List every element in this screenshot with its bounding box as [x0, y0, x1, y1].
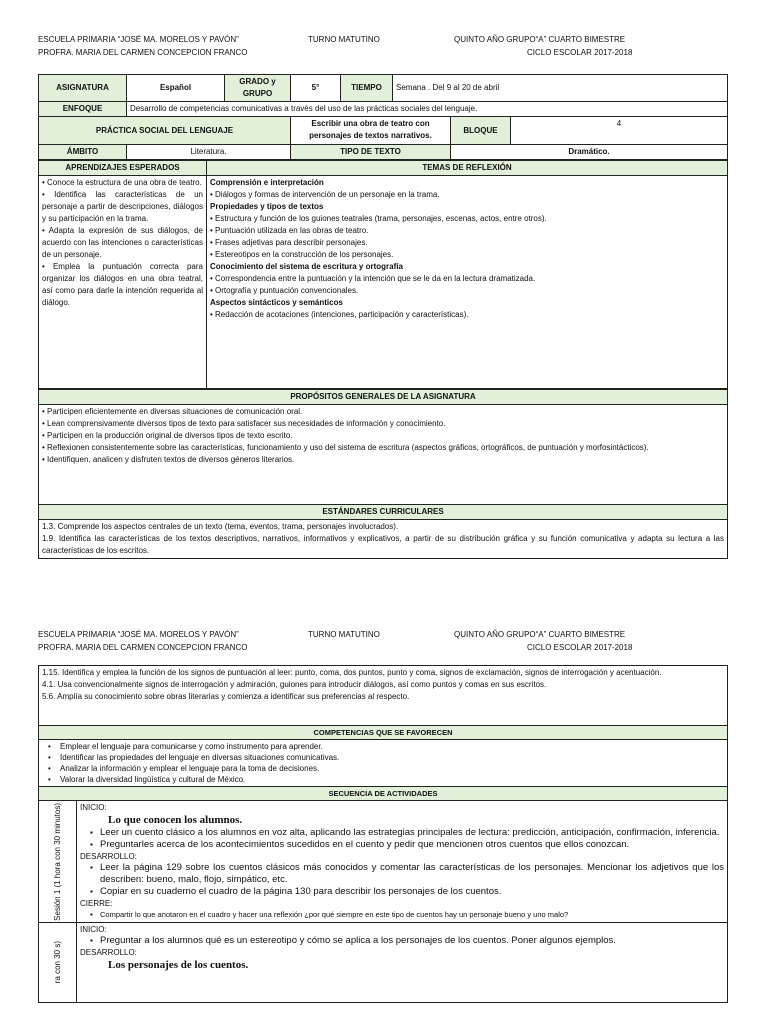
session-1-label-cell	[39, 801, 77, 923]
propositos-label: PROPÓSITOS GENERALES DE LA ASIGNATURA	[39, 390, 728, 405]
tema-item: • Diálogos y formas de intervención de un personaje en la trama.	[210, 190, 440, 199]
activity-item: ▪ Copiar en su cuaderno el cuadro de la página 130 para describir los personajes de los cuentos.	[80, 886, 724, 898]
tema-heading: Propiedades y tipos de textos	[210, 202, 324, 211]
session-1-label: Sesión 1 (1 hora con 30 minutos)	[52, 802, 62, 921]
estandar-item: 1.3. Comprende los aspectos centrales de un texto (tema, eventos, trama, personajes involucrados).	[42, 522, 399, 531]
tema-item: • Puntuación utilizada en las obras de teatro.	[210, 226, 369, 235]
page-header	[38, 34, 728, 60]
asignatura-value: Español	[127, 75, 225, 102]
proposito-item: • Identifiquen, analicen y disfruten textos de diversos géneros literarios.	[42, 455, 295, 464]
desarrollo-label: DESARROLLO:	[80, 948, 137, 957]
school-cycle: CICLO ESCOLAR 2017-2018	[527, 48, 633, 57]
grado-label: GRADO y GRUPO	[225, 75, 291, 102]
propositos-cell	[39, 405, 728, 505]
aprendizaje-item: • Emplea la puntuación correcta para organizar los diálogos en una obra teatral, así como para darle la intención requerida al diálogo.	[42, 262, 203, 307]
competencia-item: • Emplear el lenguaje para comunicarse y como instrumento para aprender.	[42, 741, 724, 752]
school-name: ESCUELA PRIMARIA “JOSÉ MA. MORELOS Y PAVÓN”	[38, 630, 239, 639]
aprendizaje-item: • Adapta la expresión de sus diálogos, de acuerdo con las intenciones o características de un personaje.	[42, 226, 203, 259]
tema-heading: Aspectos sintácticos y semánticos	[210, 298, 343, 307]
inicio-label: INICIO:	[80, 925, 107, 934]
proposito-item: • Reflexionen consistentemente sobre las características, funcionamiento y uso del sistema de escritura (aspectos gráficos, ortográficos, de puntuación y morfosintácticos).	[42, 443, 649, 452]
activity-item: ▪ Compartir lo que anotaron en el cuadro y hacer una reflexión ¿por qué siempre en este tipo de cuentos hay un personaje bueno y uno malo?	[80, 909, 724, 921]
learning-table	[38, 160, 728, 389]
school-name: ESCUELA PRIMARIA “JOSÉ MA. MORELOS Y PAVÓN”	[38, 35, 239, 44]
estandar-item: 5.6. Amplía su conocimiento sobre obras literarias y comienza a identificar sus preferencias al respecto.	[42, 692, 410, 701]
aprendizaje-item: • Conoce la estructura de una obra de teatro.	[42, 178, 202, 187]
tipo-value: Dramático.	[451, 145, 728, 160]
page-2	[38, 629, 728, 1003]
inicio-label: INICIO:	[80, 803, 107, 812]
session-1-cell	[77, 801, 728, 923]
enfoque-value: Desarrollo de competencias comunicativas a través del uso de las prácticas sociales del lenguaje.	[127, 102, 728, 117]
tipo-label: TIPO DE TEXTO	[291, 145, 451, 160]
session-2-cell	[77, 923, 728, 1003]
competencia-item: • Analizar la información y emplear el lenguaje para la toma de decisiones.	[42, 763, 724, 774]
shift: TURNO MATUTINO	[308, 630, 380, 639]
activity-item: ▪ Leer la página 129 sobre los cuentos clásicos más conocidos y comentar las características de los personajes. Mencionar los adjetivos que los describen: bueno, malo, flojo, simpático, etc.	[80, 862, 724, 886]
tema-item: • Correspondencia entre la puntuación y la intención que se le da en la lectura dramatizada.	[210, 274, 536, 283]
estandares-cell	[39, 520, 728, 559]
session-2-title: Los personajes de los cuentos.	[108, 959, 249, 971]
page-1	[38, 34, 728, 559]
asignatura-label: ASIGNATURA	[39, 75, 127, 102]
temas-label: TEMAS DE REFLEXIÓN	[207, 161, 728, 176]
bloque-value: 4	[511, 117, 728, 145]
ambito-label: ÁMBITO	[39, 145, 127, 160]
grade-group: QUINTO AÑO GRUPO“A” CUARTO BIMESTRE	[454, 35, 626, 44]
tema-heading: Comprensión e interpretación	[210, 178, 324, 187]
tema-item: • Estructura y función de los guiones teatrales (trama, personajes, escenas, actos, entre otros).	[210, 214, 547, 223]
ambito-value: Literatura.	[127, 145, 291, 160]
propositos-table	[38, 389, 728, 559]
page2-table	[38, 665, 728, 1003]
teacher-name: PROFRA. MARIA DEL CARMEN CONCEPCION FRANCO	[38, 48, 248, 57]
aprendizajes-label: APRENDIZAJES ESPERADOS	[39, 161, 207, 176]
teacher-name: PROFRA. MARIA DEL CARMEN CONCEPCION FRANCO	[38, 643, 248, 652]
grado-value: 5°	[291, 75, 341, 102]
competencias-cell	[39, 740, 728, 787]
estandar-item: 1.9. Identifica las características de los textos descriptivos, narrativos, informativos y explicativos, a partir de su distribución gráfica y su función comunicativa y adapta su lectura a las características de los escritos.	[42, 534, 724, 555]
estandares-cont-cell	[39, 666, 728, 726]
desarrollo-label: DESARROLLO:	[80, 852, 137, 861]
info-table	[38, 74, 728, 160]
tiempo-label: TIEMPO	[341, 75, 393, 102]
competencia-item: • Identificar las propiedades del lenguaje en diversas situaciones comunicativas.	[42, 752, 724, 763]
shift: TURNO MATUTINO	[308, 35, 380, 44]
competencias-label: COMPETENCIAS QUE SE FAVORECEN	[39, 726, 728, 740]
tema-item: • Estereotipos en la construcción de los personajes.	[210, 250, 394, 259]
tiempo-value: Semana . Del 9 al 20 de abril	[393, 75, 728, 102]
tema-heading: Conocimiento del sistema de escritura y ortografía	[210, 262, 403, 271]
temas-cell	[207, 176, 728, 389]
estandares-label: ESTÁNDARES CURRICULARES	[39, 505, 728, 520]
page-header	[38, 629, 728, 655]
secuencia-label: SECUENCIA DE ACTIVIDADES	[39, 787, 728, 801]
competencia-item: • Valorar la diversidad lingüística y cultural de México.	[42, 774, 724, 785]
proposito-item: • Participen eficientemente en diversas situaciones de comunicación oral.	[42, 407, 303, 416]
tema-item: • Ortografía y puntuación convencionales.	[210, 286, 359, 295]
estandar-item: 4.1. Usa convencionalmente signos de interrogación y admiración, guiones para introducir diálogos, así como puntos y comas en sus escritos.	[42, 680, 547, 689]
school-cycle: CICLO ESCOLAR 2017-2018	[527, 643, 633, 652]
session-1-title: Lo que conocen los alumnos.	[108, 814, 243, 826]
session-2-label-cell	[39, 923, 77, 1003]
cierre-label: CIERRE:	[80, 899, 113, 908]
proposito-item: • Lean comprensivamente diversos tipos de texto para satisfacer sus necesidades de información y conocimiento.	[42, 419, 446, 428]
enfoque-label: ENFOQUE	[39, 102, 127, 117]
tema-item: • Frases adjetivas para describir personajes.	[210, 238, 368, 247]
practica-label: PRÁCTICA SOCIAL DEL LENGUAJE	[39, 117, 291, 145]
practica-value: Escribir una obra de teatro con personajes de textos narrativos.	[291, 117, 451, 145]
aprendizaje-item: • Identifica las características de un personaje a partir de descripciones, diálogos y su participación en la trama.	[42, 190, 203, 223]
tema-item: • Redacción de acotaciones (intenciones, participación y características).	[210, 310, 469, 319]
estandar-item: 1.15. Identifica y emplea la función de los signos de puntuación al leer: punto, coma, dos puntos, punto y coma, signos de exclamación, signos de interrogación y acentuación.	[42, 668, 662, 677]
grade-group: QUINTO AÑO GRUPO“A” CUARTO BIMESTRE	[454, 630, 626, 639]
activity-item: ▪ Preguntar a los alumnos qué es un estereotipo y cómo se aplica a los personajes de los cuentos. Poner algunos ejemplos.	[80, 935, 724, 947]
activity-item: ▪ Preguntarles acerca de los acontecimientos sucedidos en el cuento y pedir que mencionen otros cuentos que ellos conozcan.	[80, 839, 724, 851]
aprendizajes-cell	[39, 176, 207, 389]
proposito-item: • Participen en la producción original de diversos tipos de texto escrito.	[42, 431, 293, 440]
session-2-label: ra con 30 s)	[52, 941, 62, 984]
bloque-label: BLOQUE	[451, 117, 511, 145]
activity-item: ▪ Leer un cuento clásico a los alumnos en voz alta, aplicando las estrategias principales de lectura: predicción, anticipación, confirmación, inferencia.	[80, 827, 724, 839]
